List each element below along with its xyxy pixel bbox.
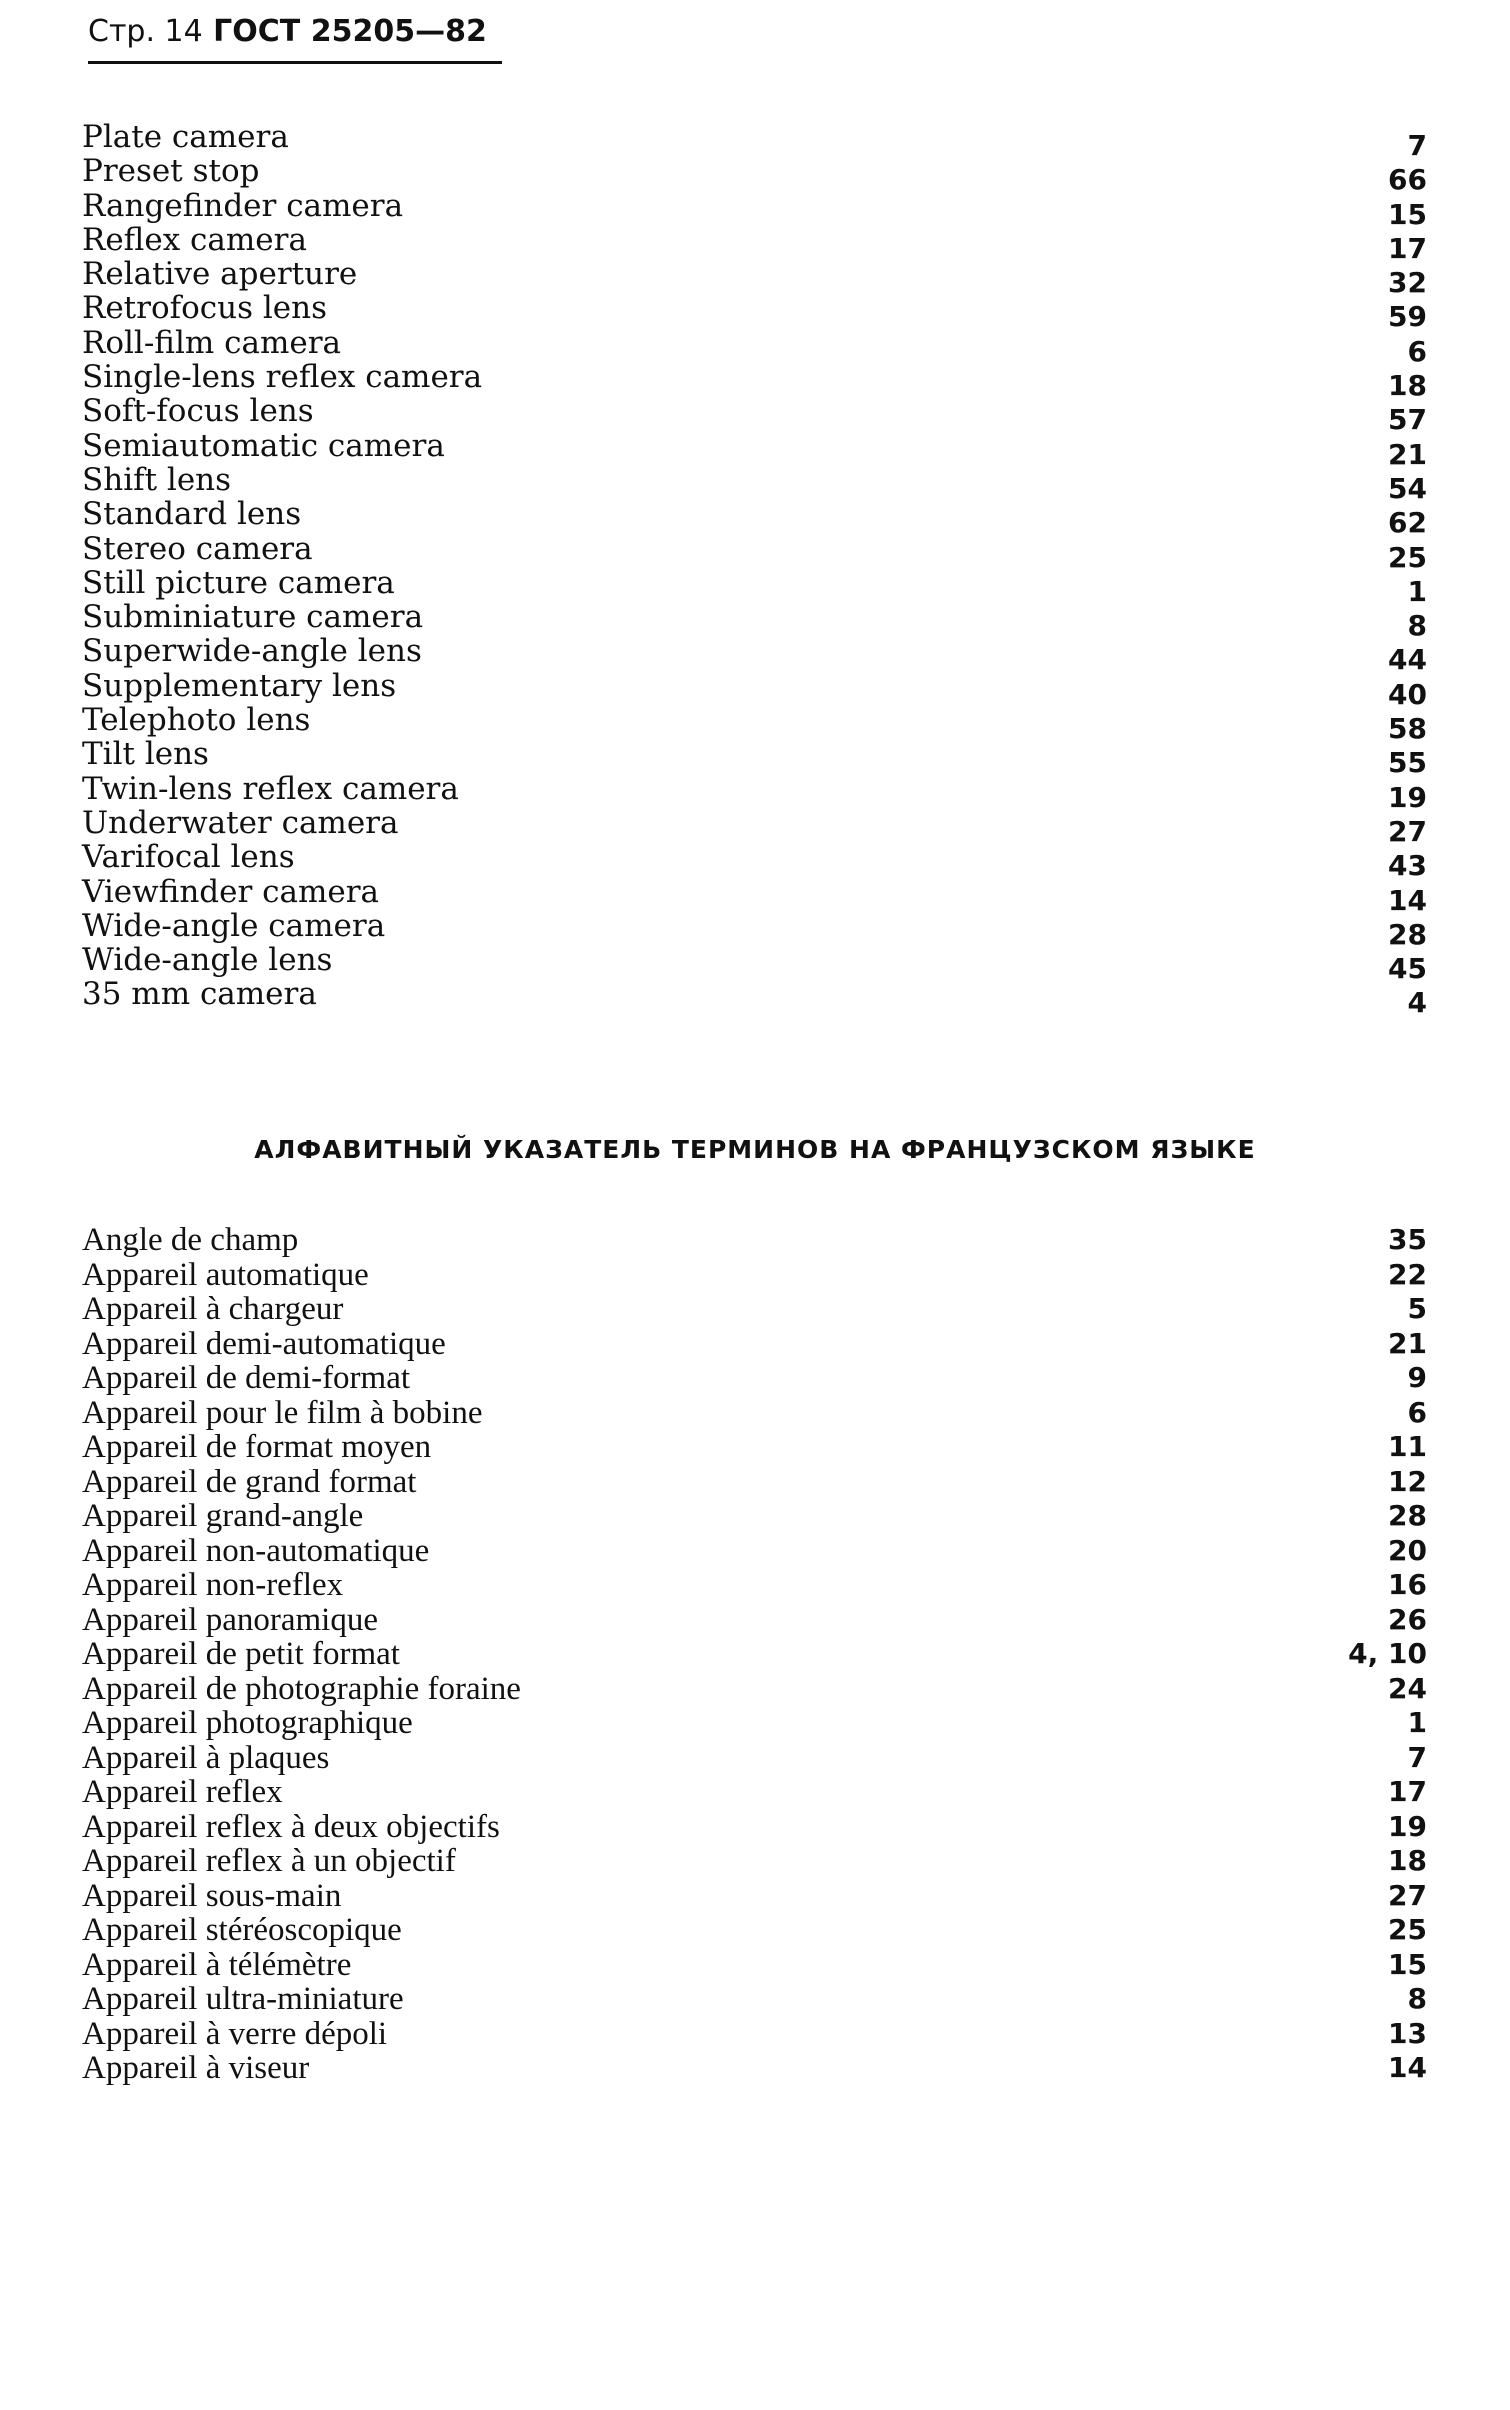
index-entry	[82, 839, 1427, 883]
index-term: Appareil de demi-format	[82, 1360, 411, 1396]
index-entry	[82, 907, 1427, 951]
index-reference-number: 27	[1388, 1878, 1427, 1912]
index-entry	[82, 1430, 1427, 1465]
standard-number: ГОСТ 25205—82	[213, 14, 487, 49]
index-reference-number: 17	[1388, 1775, 1427, 1808]
index-entry	[82, 702, 1427, 746]
index-term: Reflex camera	[82, 221, 307, 258]
index-term: Viewfinder camera	[82, 873, 380, 910]
index-term: Appareil à plaques	[82, 1739, 330, 1776]
index-entry	[82, 564, 1427, 608]
index-reference-number: 54	[1388, 471, 1427, 505]
index-term: 35 mm camera	[82, 976, 317, 1013]
page-number: Стр. 14	[88, 14, 203, 49]
index-entry	[82, 1741, 1427, 1776]
index-term: Appareil à télémètre	[82, 1946, 352, 1983]
index-term: Rangefinder camera	[82, 187, 404, 224]
index-entry	[82, 393, 1427, 437]
index-term: Appareil sous-main	[82, 1877, 342, 1914]
index-reference-number: 26	[1388, 1602, 1427, 1636]
index-reference-number: 57	[1388, 403, 1427, 437]
index-reference-number: 28	[1388, 917, 1427, 951]
index-reference-number: 4, 10	[1348, 1637, 1427, 1670]
index-term: Appareil à viseur	[82, 2050, 310, 2086]
index-entry	[82, 256, 1427, 300]
index-entry	[82, 221, 1427, 265]
index-term: Superwide-angle lens	[82, 633, 422, 670]
index-reference-number: 44	[1388, 643, 1427, 677]
index-entry	[82, 530, 1427, 574]
index-term: Relative aperture	[82, 256, 358, 293]
index-reference-number: 18	[1388, 369, 1427, 403]
index-term: Angle de champ	[82, 1222, 299, 1258]
index-reference-number: 28	[1388, 1499, 1427, 1532]
index-reference-number: 21	[1388, 437, 1427, 471]
index-reference-number: 17	[1388, 231, 1427, 265]
index-reference-number: 45	[1388, 952, 1427, 986]
index-reference-number: 19	[1388, 1809, 1427, 1843]
index-entry	[82, 153, 1427, 197]
index-term: Appareil demi-automatique	[82, 1325, 446, 1362]
index-entry	[82, 1465, 1427, 1500]
index-term: Appareil reflex	[82, 1774, 283, 1810]
index-entry	[82, 2051, 1427, 2086]
index-term: Appareil de format moyen	[82, 1429, 432, 1465]
french-term-index	[82, 1223, 1427, 2086]
index-entry	[82, 1879, 1427, 1914]
index-entry	[82, 1706, 1427, 1741]
index-entry	[82, 359, 1427, 403]
index-entry	[82, 290, 1427, 334]
index-reference-number: 66	[1388, 163, 1427, 197]
index-entry	[82, 1603, 1427, 1638]
french-index-title: АЛФАВИТНЫЙ УКАЗАТЕЛЬ ТЕРМИНОВ НА ФРАНЦУЗСКОМ ЯЗЫКЕ	[254, 1135, 1256, 1164]
index-term: Wide-angle lens	[82, 942, 333, 979]
index-term: Appareil automatique	[82, 1256, 369, 1293]
index-entry	[82, 633, 1427, 677]
index-entry	[82, 1499, 1427, 1534]
index-reference-number: 15	[1388, 197, 1427, 231]
index-term: Still picture camera	[82, 564, 395, 601]
index-term: Appareil de grand format	[82, 1463, 417, 1500]
index-entry	[82, 119, 1427, 162]
index-reference-number: 15	[1388, 1947, 1427, 1981]
index-entry	[82, 1327, 1427, 1362]
index-reference-number: 19	[1388, 780, 1427, 814]
index-term: Subminiature camera	[82, 599, 424, 636]
index-reference-number: 6	[1407, 334, 1427, 368]
index-term: Appareil reflex à un objectif	[82, 1843, 456, 1879]
index-entry	[82, 1361, 1427, 1396]
index-entry	[82, 1948, 1427, 1983]
index-reference-number: 4	[1407, 986, 1427, 1020]
index-entry	[82, 770, 1427, 814]
index-entry	[82, 1637, 1427, 1672]
index-term: Underwater camera	[82, 804, 399, 841]
index-entry	[82, 1258, 1427, 1293]
index-reference-number: 11	[1388, 1430, 1427, 1463]
index-reference-number: 7	[1407, 1740, 1427, 1774]
index-term: Supplementary lens	[82, 667, 397, 704]
index-term: Soft-focus lens	[82, 393, 314, 430]
index-entry	[82, 1534, 1427, 1569]
index-term: Appareil à verre dépoli	[82, 2015, 388, 2052]
index-entry	[82, 1810, 1427, 1845]
index-reference-number: 25	[1388, 1913, 1427, 1946]
index-term: Appareil ultra-miniature	[82, 1981, 404, 2017]
index-term: Appareil à chargeur	[82, 1291, 344, 1327]
index-reference-number: 58	[1388, 712, 1427, 746]
english-term-index	[82, 119, 1427, 1020]
index-term: Appareil photographique	[82, 1705, 413, 1741]
index-reference-number: 27	[1388, 814, 1427, 848]
index-reference-number: 13	[1388, 2016, 1427, 2050]
index-reference-number: 16	[1388, 1568, 1427, 1601]
index-reference-number: 55	[1388, 746, 1427, 780]
index-entry	[82, 873, 1427, 917]
index-reference-number: 8	[1407, 609, 1427, 643]
index-entry	[82, 427, 1427, 471]
index-entry	[82, 1913, 1427, 1948]
index-term: Retrofocus lens	[82, 290, 327, 327]
header-text	[88, 14, 487, 50]
index-reference-number: 43	[1388, 849, 1427, 883]
index-term: Twin-lens reflex camera	[82, 770, 459, 807]
index-term: Tilt lens	[82, 736, 209, 773]
index-term: Roll-film camera	[82, 324, 342, 361]
index-entry	[82, 942, 1427, 986]
index-entry	[82, 324, 1427, 368]
index-reference-number: 18	[1388, 1844, 1427, 1877]
index-reference-number: 14	[1388, 2051, 1427, 2084]
index-term: Appareil stéréoscopique	[82, 1912, 402, 1948]
index-entry	[82, 1396, 1427, 1431]
index-reference-number: 62	[1388, 506, 1427, 540]
index-term: Varifocal lens	[82, 839, 295, 876]
index-entry	[82, 667, 1427, 711]
index-term: Plate camera	[82, 119, 289, 155]
index-term: Appareil non-reflex	[82, 1567, 344, 1603]
index-term: Appareil pour le film à bobine	[82, 1394, 483, 1431]
index-reference-number: 25	[1388, 540, 1427, 574]
index-entry	[82, 1775, 1427, 1810]
index-reference-number: 7	[1407, 129, 1427, 162]
index-reference-number: 32	[1388, 266, 1427, 300]
index-term: Appareil de photographie foraine	[82, 1670, 521, 1707]
index-reference-number: 5	[1407, 1292, 1427, 1325]
index-reference-number: 1	[1407, 574, 1427, 608]
page-header	[88, 14, 502, 64]
index-reference-number: 14	[1388, 883, 1427, 917]
index-entry	[82, 599, 1427, 643]
index-term: Appareil reflex à deux objectifs	[82, 1808, 500, 1845]
index-term: Standard lens	[82, 496, 302, 533]
index-reference-number: 6	[1407, 1395, 1427, 1429]
index-entry	[82, 1568, 1427, 1603]
index-reference-number: 20	[1388, 1533, 1427, 1567]
index-term: Telephoto lens	[82, 702, 311, 739]
index-term: Appareil non-automatique	[82, 1532, 430, 1569]
index-term: Appareil grand-angle	[82, 1498, 364, 1534]
index-reference-number: 24	[1388, 1671, 1427, 1705]
index-reference-number: 59	[1388, 300, 1427, 334]
index-entry	[82, 736, 1427, 780]
index-reference-number: 1	[1407, 1706, 1427, 1739]
index-entry	[82, 496, 1427, 540]
index-reference-number: 9	[1407, 1361, 1427, 1394]
index-entry	[82, 187, 1427, 231]
index-term: Preset stop	[82, 153, 260, 190]
index-reference-number: 8	[1407, 1982, 1427, 2015]
index-term: Shift lens	[82, 461, 232, 498]
index-term: Semiautomatic camera	[82, 427, 445, 464]
index-entry	[82, 461, 1427, 505]
index-term: Appareil de petit format	[82, 1636, 400, 1672]
index-term: Stereo camera	[82, 530, 313, 567]
index-entry	[82, 1982, 1427, 2017]
index-entry	[82, 2017, 1427, 2052]
index-term: Appareil panoramique	[82, 1601, 378, 1638]
index-reference-number: 40	[1388, 677, 1427, 711]
index-entry	[82, 976, 1427, 1020]
index-term: Single-lens reflex camera	[82, 359, 483, 396]
index-term: Wide-angle camera	[82, 907, 386, 944]
index-entry	[82, 1292, 1427, 1327]
index-reference-number: 35	[1388, 1223, 1427, 1256]
index-reference-number: 22	[1388, 1257, 1427, 1291]
index-reference-number: 21	[1388, 1326, 1427, 1360]
index-entry	[82, 804, 1427, 848]
index-entry	[82, 1223, 1427, 1258]
index-reference-number: 12	[1388, 1464, 1427, 1498]
index-entry	[82, 1672, 1427, 1707]
index-entry	[82, 1844, 1427, 1879]
